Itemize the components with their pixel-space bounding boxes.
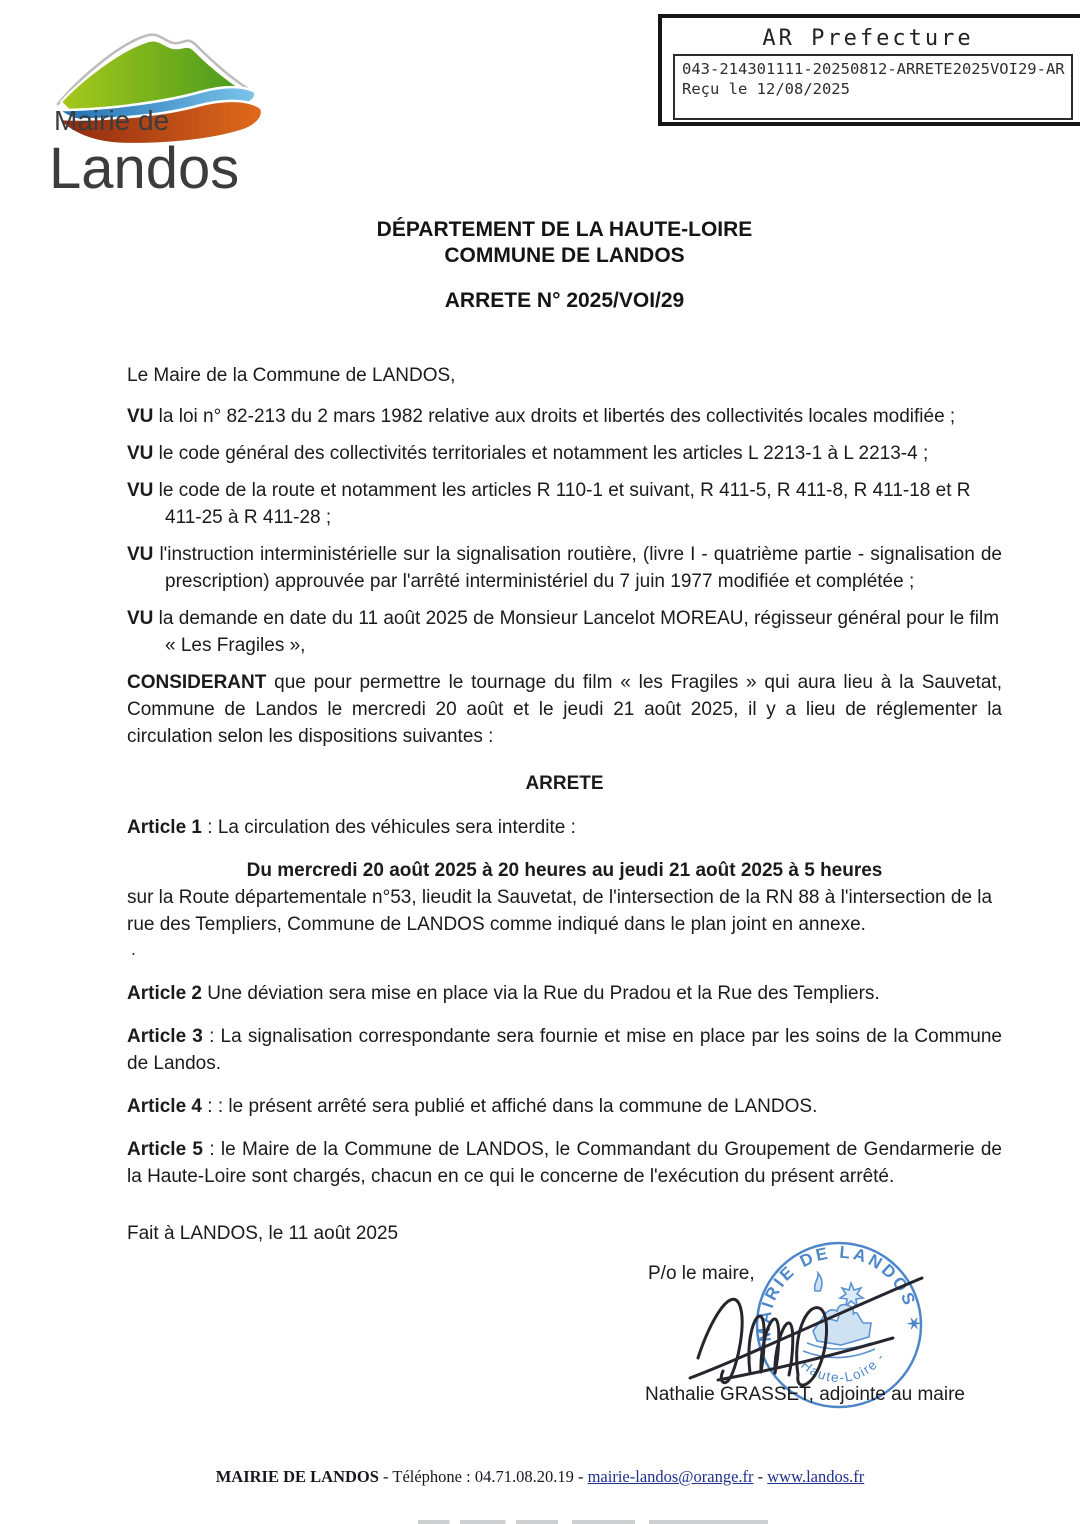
footer-mairie-name: MAIRIE DE LANDOS: [215, 1467, 379, 1486]
ar-prefecture-receipt: [673, 54, 1073, 120]
email-link[interactable]: mairie-landos@orange.fr: [587, 1467, 754, 1486]
logo-text-landos: Landos: [49, 136, 240, 201]
stamp-top-text: MAIRIE DE LANDOS ✶: [754, 1242, 924, 1343]
stamp-bottom-text: - Haute-Loire -: [790, 1349, 889, 1386]
signatory-name: Nathalie GRASSET, adjointe au maire: [645, 1384, 965, 1405]
ar-reference: 043-214301111-20250812-ARRETE2025VOI29-AR: [682, 60, 1065, 78]
logo-text-mairie-de: Mairie de: [54, 105, 170, 136]
signature-ink-icon: [688, 1258, 928, 1404]
landos-hill-icon: [45, 20, 275, 205]
next-page-cutoff-artifact: [418, 1520, 768, 1524]
mairie-landos-logo: [45, 20, 275, 205]
title-arrete-number: ARRETE N° 2025/VOI/29: [444, 289, 685, 312]
paragraph: VU l'instruction interministérielle sur la signalisation routière, (livre I - quatrième partie - signalisation de prescription) approuvée par l'arrêté interministériel du 7 juin 1977 modifiée et complétée ;: [127, 544, 1002, 592]
ar-prefecture-title: AR Prefecture: [762, 26, 974, 51]
paragraph: VU le code de la route et notamment les articles R 110-1 et suivant, R 411-5, R 411-8, R 411-18 et R 411-25 à R 411-28 ;: [127, 480, 971, 528]
title-commune: COMMUNE DE LANDOS: [444, 244, 685, 267]
paragraph: Article 2 Une déviation sera mise en place via la Rue du Pradou et la Rue des Templiers.: [127, 983, 880, 1004]
title-departement: DÉPARTEMENT DE LA HAUTE-LOIRE: [376, 218, 753, 241]
ar-prefecture-stamp: [658, 14, 1080, 126]
ar-received-date: Reçu le 12/08/2025: [682, 80, 850, 98]
document-body: [127, 362, 1002, 1206]
paragraph: Article 1 : La circulation des véhicules sera interdite :: [127, 817, 576, 838]
paragraph: VU la demande en date du 11 août 2025 de Monsieur Lancelot MOREAU, régisseur général pour le film « Les Fragiles »,: [127, 608, 1000, 656]
po-le-maire-label: P/o le maire,: [648, 1263, 755, 1284]
footer-sep3: -: [753, 1467, 768, 1486]
footer-sep2: -: [573, 1467, 588, 1486]
arrete-heading: ARRETE: [525, 773, 604, 794]
footer-sep1: -: [378, 1467, 393, 1486]
paragraph: Le Maire de la Commune de LANDOS,: [127, 365, 456, 386]
doc-title: [127, 217, 1002, 314]
paragraph: sur la Route départementale n°53, lieudit la Sauvetat, de l'intersection de la RN 88 à l'intersection de la rue des Templiers, Commune de LANDOS comme indiqué dans le plan joint en annexe.: [127, 887, 993, 935]
paragraph: Du mercredi 20 août 2025 à 20 heures au jeudi 21 août 2025 à 5 heures: [246, 860, 883, 881]
paragraph: CONSIDERANT que pour permettre le tournage du film « les Fragiles » qui aura lieu à la Sauvetat, Commune de Landos le mercredi 20 août et le jeudi 21 août 2025, il y a lieu de réglementer la circulation selon les dispositions suivantes :: [127, 672, 1002, 747]
paragraph: Article 3 : La signalisation correspondante sera fournie et mise en place par les soins de la Commune de Landos.: [127, 1026, 1003, 1074]
paragraph: VU le code général des collectivités territoriales et notamment les articles L 2213-1 à L 2213-4 ;: [127, 443, 929, 464]
footer-phone: Téléphone : 04.71.08.20.19: [392, 1467, 574, 1486]
paragraph: Article 4 : : le présent arrêté sera publié et affiché dans la commune de LANDOS.: [127, 1096, 818, 1117]
paragraph: Article 5 : le Maire de la Commune de LANDOS, le Commandant du Groupement de Gendarmerie de la Haute-Loire sont chargés, chacun en ce qui le concerne de l'exécution du présent arrêté.: [127, 1139, 1002, 1187]
website-link[interactable]: www.landos.fr: [767, 1467, 865, 1486]
paragraph: VU la loi n° 82-213 du 2 mars 1982 relative aux droits et libertés des collectivités locales modifiée ;: [127, 406, 956, 427]
paragraph: .: [131, 940, 136, 959]
footer: [0, 1467, 1080, 1487]
place-and-date: Fait à LANDOS, le 11 août 2025: [127, 1223, 399, 1244]
signature-scribble: [688, 1258, 928, 1404]
